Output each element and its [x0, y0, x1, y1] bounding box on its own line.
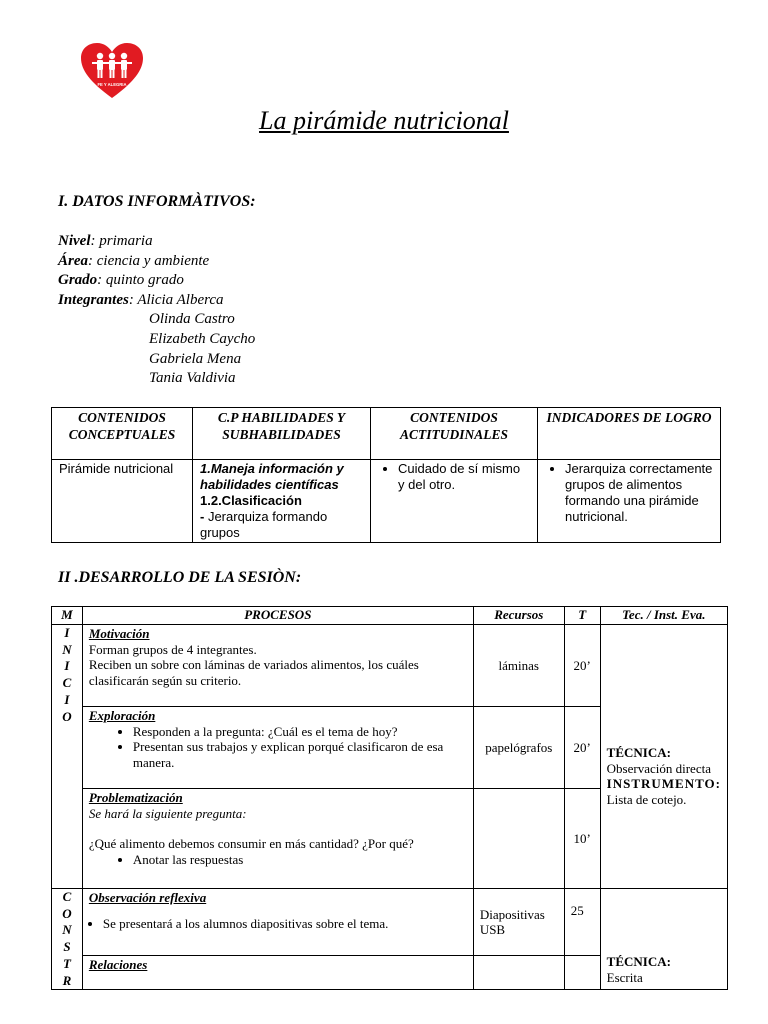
section-heading-desarrollo: II .DESARROLLO DE LA SESIÒN:	[58, 569, 302, 586]
header-tec: Tec. / Inst. Eva.	[600, 607, 727, 625]
phase-construccion	[52, 889, 83, 990]
cell-tecnica-1	[600, 625, 727, 889]
phase-letter: R	[62, 972, 72, 988]
page-title: La pirámide nutricional	[259, 106, 509, 135]
recurso-exploracion: papelógrafos	[473, 707, 564, 789]
list-item: • Responden a la pregunta: ¿Cuál es el tema de hoy?	[133, 724, 467, 740]
recurso-relaciones-empty	[473, 956, 564, 990]
exploracion-title: Exploración	[88, 708, 156, 723]
time-problematizacion: 10’	[564, 789, 600, 889]
time-motivacion: 20’	[564, 625, 600, 707]
phase-letter: I	[64, 625, 70, 640]
problematizacion-title: Problematización	[88, 790, 183, 805]
recurso-motivacion: láminas	[473, 625, 564, 707]
header-recursos: Recursos	[473, 607, 564, 625]
area-value: : ciencia y ambiente	[88, 252, 210, 269]
header-t: T	[564, 607, 600, 625]
cell-indicador	[538, 460, 721, 543]
integrante-name: Olinda Castro	[149, 311, 235, 328]
phase-letter: N	[62, 922, 72, 938]
time-exploracion: 20’	[564, 707, 600, 789]
cell-problematizacion	[82, 789, 473, 889]
header-habilidades: C.P HABILIDADES Y SUBHABILIDADES	[193, 408, 371, 460]
phase-letter: S	[63, 939, 71, 955]
skill-sub: 1.2.Clasificación	[200, 493, 302, 508]
header-contenidos-actitudinales: CONTENIDOS ACTITUDINALES	[371, 408, 538, 460]
phase-letter: N	[62, 641, 72, 657]
list-item: • Se presentará a los alumnos diapositivas sobre el tema.	[103, 916, 467, 932]
header-contenidos-conceptuales: CONTENIDOS CONCEPTUALES	[52, 408, 193, 460]
phase-letter: C	[62, 889, 72, 904]
problematizacion-line: Se hará la siguiente pregunta:	[88, 805, 247, 821]
tecnica-label: TÉCNICA:	[606, 954, 671, 970]
session-table	[51, 606, 728, 990]
phase-letter: I	[64, 658, 70, 674]
cell-conceptual: Pirámide nutricional	[52, 460, 193, 543]
list-item: • Presentan sus trabajos y explican porqué clasificaron de esa manera.	[133, 739, 467, 770]
integrante-name: Elizabeth Caycho	[149, 330, 256, 347]
cell-habilidades	[193, 460, 371, 543]
tecnica-value: Escrita	[606, 969, 643, 985]
grado-value: : quinto grado	[97, 272, 184, 289]
integrantes-label: Integrantes	[58, 291, 129, 308]
list-item: • Cuidado de sí mismo y del otro.	[398, 461, 530, 493]
logo-text: FE Y ALEGRIA	[97, 82, 127, 87]
time-observacion: 25	[564, 889, 600, 956]
school-logo	[80, 42, 144, 100]
dash-marker: -	[200, 509, 208, 524]
contents-table	[51, 407, 721, 543]
observacion-title: Observación reflexiva	[88, 890, 207, 905]
time-relaciones-empty	[564, 956, 600, 990]
skill-desc: Jerarquiza formando grupos	[200, 509, 328, 540]
cell-exploracion	[82, 707, 473, 789]
phase-inicio	[52, 625, 83, 889]
tecnica-value: Observación directa	[606, 760, 711, 776]
motivacion-line: Forman grupos de 4 integrantes.	[88, 641, 257, 657]
header-m: M	[52, 607, 83, 625]
cell-tecnica-2	[600, 889, 727, 990]
phase-letter: O	[62, 708, 72, 724]
relaciones-title: Relaciones	[88, 957, 148, 973]
section-heading-datos: I. DATOS INFORMÀTIVOS:	[58, 193, 256, 210]
integrante-name: Tania Valdivia	[149, 370, 236, 387]
instrumento-value: Lista de cotejo.	[606, 791, 687, 807]
phase-letter: O	[62, 905, 72, 921]
list-item: • Anotar las respuestas	[133, 852, 467, 868]
info-block	[58, 232, 255, 389]
header-procesos: PROCESOS	[82, 607, 473, 625]
integrante-name: Gabriela Mena	[149, 350, 242, 367]
list-item: • Jerarquiza correctamente grupos de alimentos formando una pirámide nutricional.	[565, 461, 713, 525]
instrumento-label: INSTRUMENTO:	[606, 776, 721, 791]
area-label: Área	[58, 252, 88, 269]
phase-letter: T	[62, 955, 71, 971]
nivel-label: Nivel	[58, 233, 91, 249]
grado-label: Grado	[58, 272, 98, 289]
motivacion-title: Motivación	[88, 626, 150, 641]
cell-motivacion	[82, 625, 473, 707]
phase-letter: C	[62, 675, 72, 691]
cell-observacion	[82, 889, 473, 956]
integrante-name: : Alicia Alberca	[128, 291, 224, 308]
cell-relaciones	[82, 956, 473, 990]
cell-actitudinal	[371, 460, 538, 543]
motivacion-line: Reciben un sobre con láminas de variados alimentos, los cuáles clasificarán según su criterio.	[88, 657, 419, 688]
recurso-observacion: Diapositivas USB	[473, 889, 564, 956]
header-indicadores: INDICADORES DE LOGRO	[538, 408, 721, 460]
nivel-value: : primaria	[90, 233, 153, 249]
tecnica-label: TÉCNICA:	[606, 745, 671, 760]
problematizacion-question: ¿Qué alimento debemos consumir en más cantidad? ¿Por qué?	[88, 836, 414, 851]
phase-letter: I	[64, 691, 70, 707]
skill-title: 1.Maneja información y habilidades científicas	[200, 461, 344, 492]
recurso-problematizacion-empty	[473, 789, 564, 889]
